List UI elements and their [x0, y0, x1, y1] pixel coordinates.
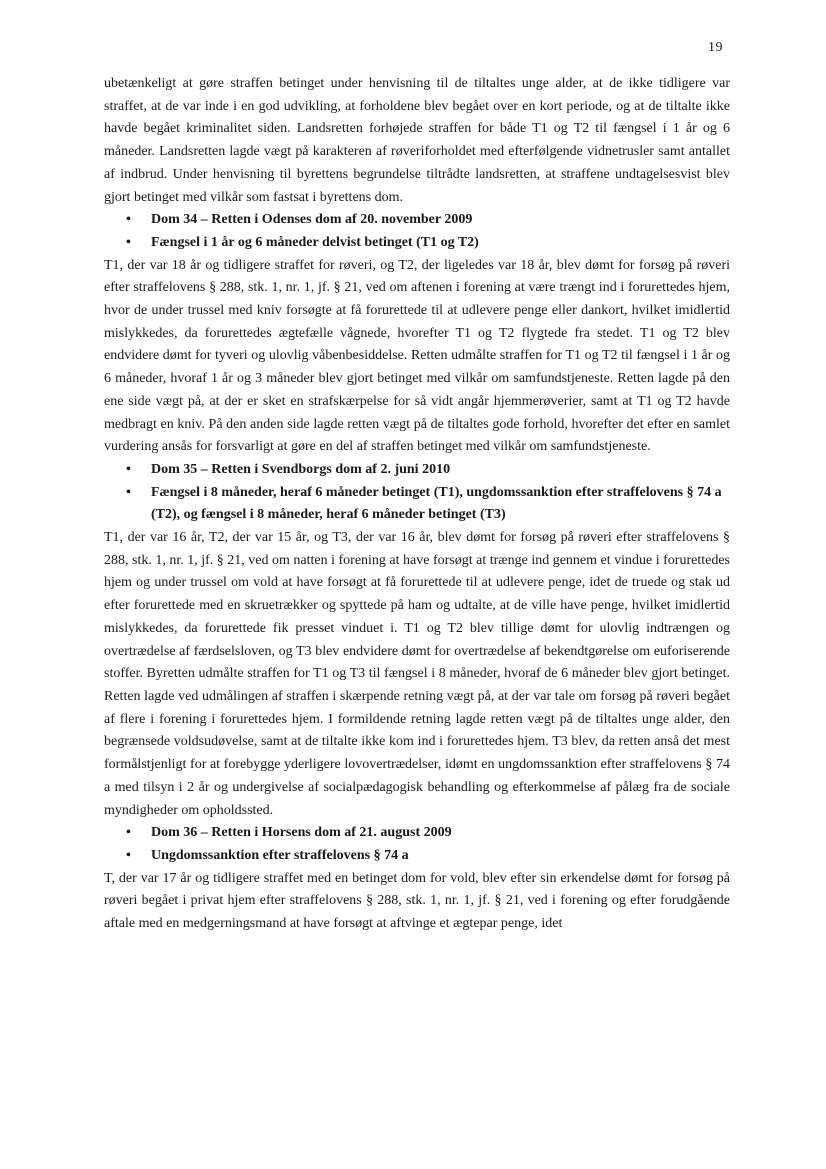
case-36-heading-list [104, 822, 730, 867]
bullet-icon: • [126, 461, 131, 477]
case-35-title-text: Dom 35 – Retten i Svendborgs dom af 2. juni 2010 [151, 461, 451, 477]
case-36-sentence-text: Ungdomssanktion efter straffelovens § 74 a [151, 847, 409, 863]
case-34-body: T1, der var 18 år og tidligere straffet for røveri, og T2, der ligeledes var 18 år, blev dømt for forsøg på røveri efter straffelovens § 288, stk. 1, nr. 1, jf. § 21, ved om aftenen i forening at være trængt ind i forurettedes hjem, hvor de under trussel med kniv forsøgte at få forurettede til at udlevere penge eller dankort, hvilket imidlertid mislykkedes, da forurettedes ægtefælle vågnede, hvorefter T1 og T2 flygtede fra stedet. T1 og T2 blev endvidere dømt for tyveri og ulovlig våbenbesiddelse. Retten udmålte straffen for T1 og T2 til fængsel i 1 år og 6 måneder, hvoraf 1 år og 3 måneder blev gjort betinget med vilkår om samfundstjeneste. Retten lagde på den ene side vægt på, at der er sket en strafskærpelse for så vidt angår hjemmerøverier, samt at T1 og T2 havde medbragt en kniv. På den anden side lagde retten vægt på de tiltaltes gode forhold, hvorefter det efter en samlet vurdering ansås for forsvarligt at gøre en del af straffen betinget med vilkår om samfundstjeneste. [104, 257, 730, 455]
case-36-title-text: Dom 36 – Retten i Horsens dom af 21. august 2009 [151, 825, 452, 841]
intro-paragraph: ubetænkeligt at gøre straffen betinget under henvisning til de tiltaltes unge alder, at de ikke tidligere var straffet, at de var inde i en god udvikling, at forholdene blev begået over en kort periode, og at de tiltalte ikke havde begået kriminalitet siden. Landsretten forhøjede straffen for både T1 og T2 til fængsel i 1 år og 6 måneder. Landsretten lagde vægt på karakteren af røveriforholdet med efterfølgende vidnetrusler samt antallet af indbrud. Under henvisning til byrettens begrundelse tiltrådte landsretten, at straffene undtagelsesvist blev gjort betinget med vilkår som fastsat i byrettens dom. [104, 76, 730, 205]
page-content [104, 73, 730, 936]
case-36-title [104, 822, 730, 845]
case-36-sentence [104, 845, 730, 868]
case-34-title-text: Dom 34 – Retten i Odenses dom af 20. november 2009 [151, 212, 473, 228]
case-36-body: T, der var 17 år og tidligere straffet med en betinget dom for vold, blev efter sin erkendelse dømt for forsøg på røveri begået i privat hjem efter straffelovens § 288, stk. 1, nr. 1, jf. § 21, ved i forening og efter forudgående aftale med en medgerningsmand at have forsøgt at aftvinge et ægtepar penge, idet [104, 870, 730, 932]
bullet-icon: • [126, 234, 131, 250]
case-34-heading-list [104, 209, 730, 254]
case-34-sentence-text: Fængsel i 1 år og 6 måneder delvist betinget (T1 og T2) [151, 234, 479, 250]
case-35-sentence [104, 482, 730, 527]
case-35-heading-list [104, 459, 730, 527]
bullet-icon: • [126, 212, 131, 228]
case-35-body: T1, der var 16 år, T2, der var 15 år, og T3, der var 16 år, blev dømt for forsøg på røveri efter straffelovens § 288, stk. 1, nr. 1, jf. § 21, ved om natten i forening at have forsøgt at trænge ind gennem et vindue i forurettedes hjem og under trussel om vold at have forsøgt at få forurettede til at udlevere penge, idet de truede og stak ud efter forurettede med en skruetrækker og spyttede på ham og udtalte, at de ville have penge, hvilket imidlertid mislykkedes, da forurettede fik presset vinduet i. T1 og T2 blev tillige dømt for ulovlig indtrængen og overtrædelse af færdselsloven, og T3 blev endvidere dømt for overtrædelse af bekendtgørelse om euforiserende stoffer. Byretten udmålte straffen for T1 og T3 til fængsel i 8 måneder, hvoraf de 6 måneder blev gjort betinget. Retten lagde ved udmålingen af straffen i skærpende retning vægt på, at der var tale om forsøg på røveri begået af flere i forening i forurettedes hjem. I formildende retning lagde retten vægt på de tiltaltes unge alder, den begrænsede voldsudøvelse, samt at de tiltalte ikke kom ind i forurettedes hjem. T3 blev, da retten anså det mest formålstjenligt for at forebygge yderligere lovovertrædelser, idømt en ungdomssanktion efter straffelovens § 74 a med tilsyn i 2 år og undergivelse af socialpædagogisk behandling og efterkommelse af pålæg fra de sociale myndigheder om opholdssted. [104, 530, 730, 818]
page-number: 19 [708, 40, 723, 55]
case-34-sentence [104, 232, 730, 255]
bullet-icon: • [126, 484, 131, 500]
case-35-title [104, 459, 730, 482]
case-34-title [104, 209, 730, 232]
bullet-icon: • [126, 847, 131, 863]
case-35-sentence-text: Fængsel i 8 måneder, heraf 6 måneder betinget (T1), ungdomssanktion efter straffelovens § 74 a (T2), og fængsel i 8 måneder, heraf 6 måneder betinget (T3) [151, 484, 722, 523]
bullet-icon: • [126, 825, 131, 841]
